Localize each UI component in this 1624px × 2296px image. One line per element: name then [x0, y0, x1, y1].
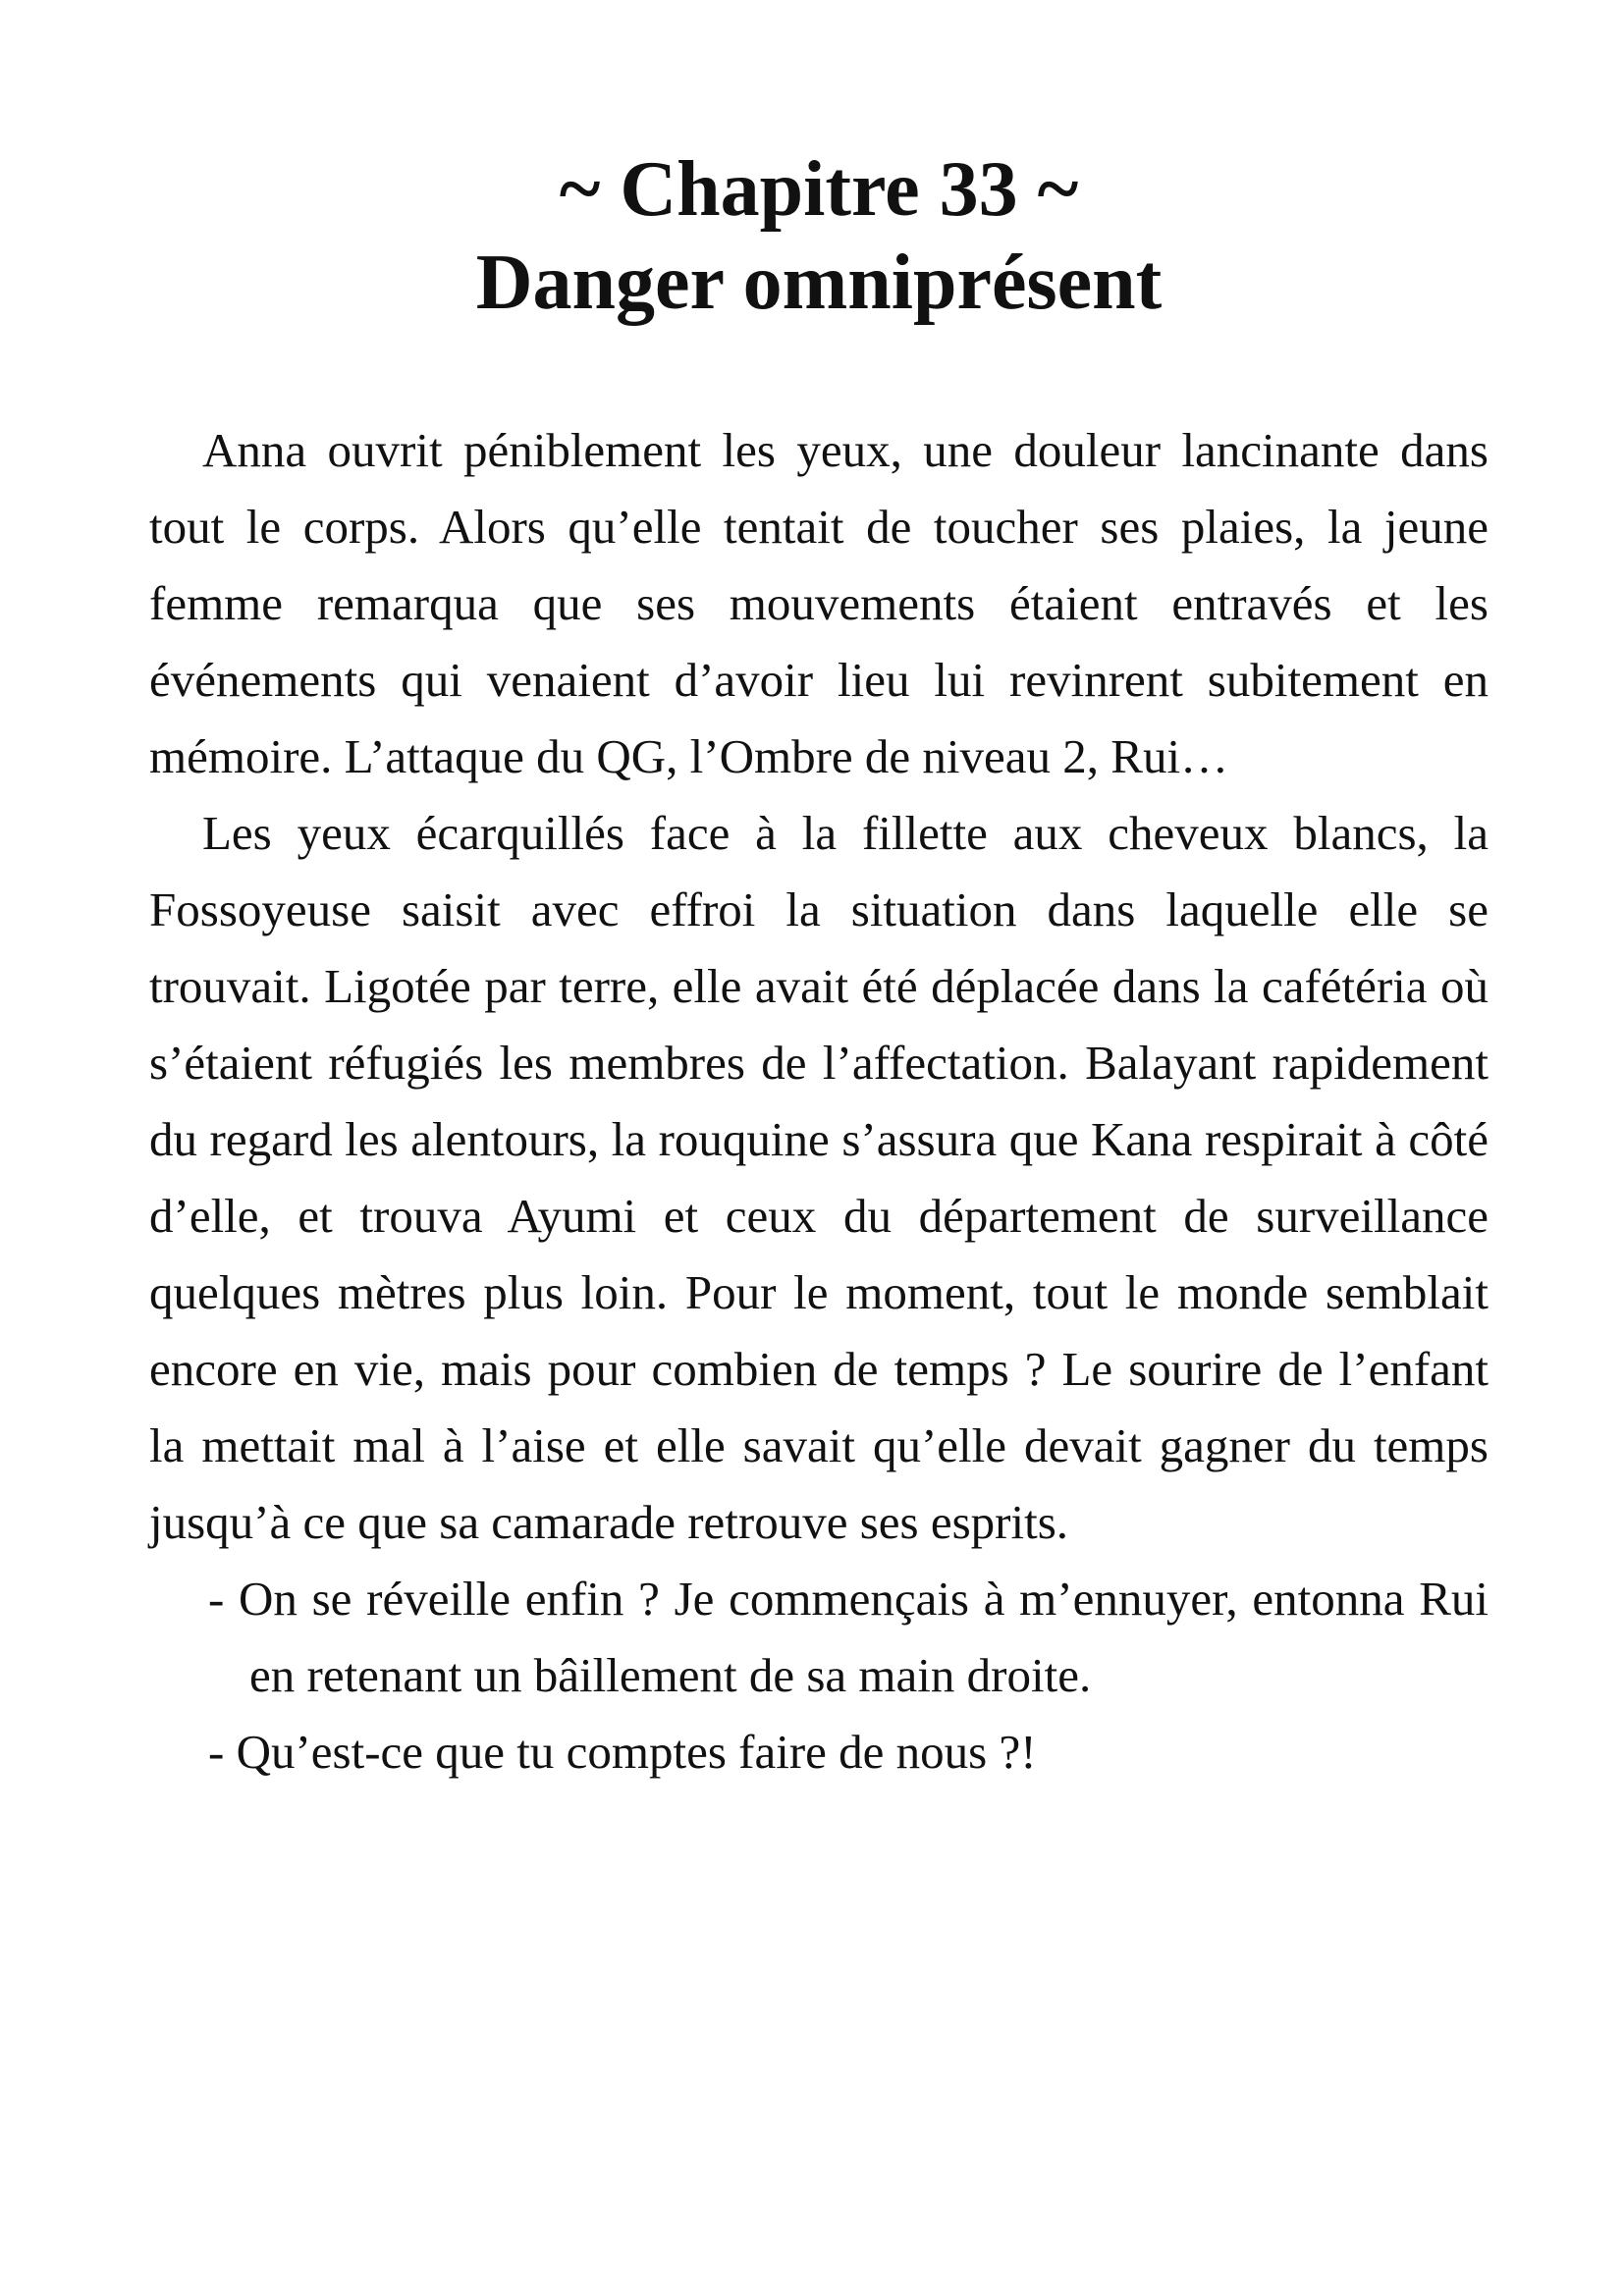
paragraph: Les yeux écarquillés face à la fillette aux cheveux blancs, la Fossoyeuse saisit avec effroi la situation dans laquelle elle se trouvait. Ligotée par terre, elle avait été déplacée dans la cafétéria où s’étaient réfugiés les membres de l’affectation. Balayant rapidement du regard les alentours, la rouquine s’assura que Kana respirait à côté d’elle, et trouva Ayumi et ceux du département de surveillance quelques mètres plus loin. Pour le moment, tout le monde semblait encore en vie, mais pour combien de temps ? Le sourire de l’enfant la mettait mal à l’aise et elle savait qu’elle devait gagner du temps jusqu’à ce que sa camarade retrouve ses esprits. — [149, 806, 1489, 1549]
chapter-number-line: ~ Chapitre 33 ~ — [559, 146, 1079, 233]
dialogue-line: - Qu’est-ce que tu comptes faire de nous ?! — [208, 1725, 1037, 1779]
chapter-title-line: Danger omniprésent — [475, 240, 1163, 326]
paragraph: Anna ouvrit péniblement les yeux, une douleur lancinante dans tout le corps. Alors qu’elle tentait de toucher ses plaies, la jeune femme remarqua que ses mouvements étaient entravés et les événements qui venaient d’avoir lieu lui revinrent subitement en mémoire. L’attaque du QG, l’Ombre de niveau 2, Rui… — [149, 423, 1489, 783]
chapter-heading — [149, 143, 1489, 330]
body-text — [149, 412, 1489, 1790]
dialogue-line: - On se réveille enfin ? Je commençais à m’ennuyer, entonna Rui en retenant un bâillement de sa main droite. — [208, 1572, 1489, 1702]
